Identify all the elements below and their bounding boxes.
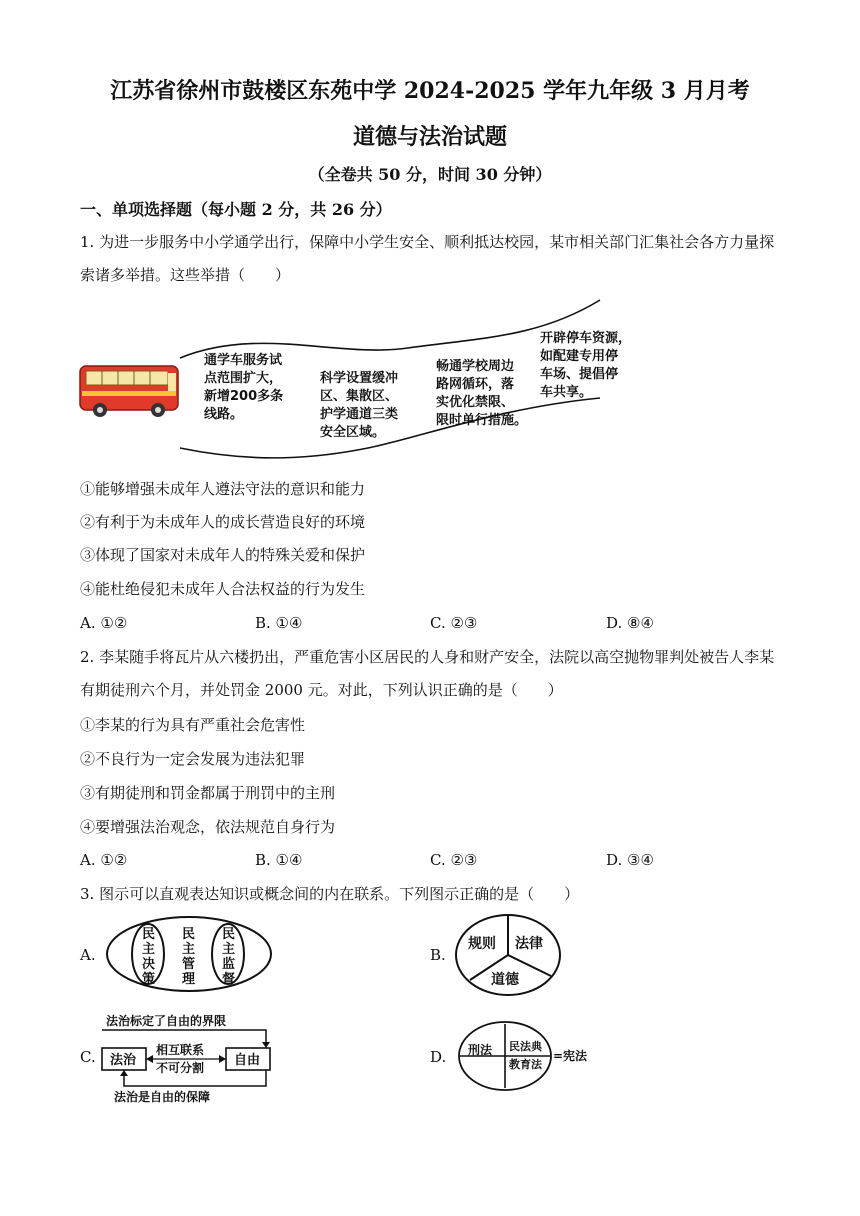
svg-text:法治是自由的保障: 法治是自由的保障 bbox=[114, 1090, 211, 1104]
svg-text:法治: 法治 bbox=[110, 1053, 137, 1068]
svg-text:点范围扩大，: 点范围扩大， bbox=[204, 371, 283, 386]
svg-text:实优化禁限、: 实优化禁限、 bbox=[436, 395, 515, 410]
svg-text:=宪法: =宪法 bbox=[553, 1049, 588, 1063]
q1-item-4: ④能杜绝侵犯未成年人合法权益的行为发生 bbox=[80, 580, 366, 598]
svg-text:主: 主 bbox=[142, 942, 156, 957]
svg-text:民: 民 bbox=[222, 927, 236, 942]
svg-text:线路。: 线路。 bbox=[204, 407, 244, 422]
exam-subtitle: （全卷共 50 分，时间 30 分钟） bbox=[308, 165, 552, 184]
svg-text:策: 策 bbox=[142, 972, 156, 987]
q2-option-b[interactable]: B. ①④ bbox=[255, 851, 303, 869]
q1-figure-text-2 bbox=[319, 370, 398, 440]
q2-item-3: ③有期徒刑和罚金都属于刑罚中的主刑 bbox=[80, 784, 336, 802]
q2-option-d[interactable]: D. ③④ bbox=[606, 851, 654, 869]
q3-figure-b bbox=[453, 912, 563, 998]
q2-option-c[interactable]: C. ②③ bbox=[430, 851, 478, 869]
svg-text:道德: 道德 bbox=[491, 972, 519, 988]
svg-text:车场、提倡停: 车场、提倡停 bbox=[540, 367, 619, 382]
q2-item-2: ②不良行为一定会发展为违法犯罪 bbox=[80, 750, 306, 768]
svg-text:民: 民 bbox=[182, 927, 196, 942]
svg-text:新增200多条: 新增200多条 bbox=[204, 389, 284, 404]
svg-text:决: 决 bbox=[142, 957, 156, 972]
exam-title-line2: 道德与法治试题 bbox=[352, 124, 507, 150]
svg-text:督: 督 bbox=[222, 972, 236, 987]
svg-text:法治标定了自由的界限: 法治标定了自由的界限 bbox=[106, 1014, 227, 1028]
section-heading: 一、单项选择题（每小题 2 分，共 26 分） bbox=[80, 200, 392, 219]
svg-text:路网循环，落: 路网循环，落 bbox=[436, 377, 515, 392]
q1-figure-text-4 bbox=[539, 330, 631, 400]
bus-icon bbox=[80, 366, 178, 417]
svg-text:科学设置缓冲: 科学设置缓冲 bbox=[320, 371, 399, 386]
q1-option-b[interactable]: B. ①④ bbox=[255, 614, 303, 632]
q1-figure bbox=[78, 298, 648, 468]
q1-figure-text-1 bbox=[204, 352, 283, 422]
q2-item-1: ①李某的行为具有严重社会危害性 bbox=[80, 716, 306, 734]
svg-text:车共享。: 车共享。 bbox=[540, 385, 593, 400]
q2-item-4: ④要增强法治观念，依法规范自身行为 bbox=[80, 818, 336, 836]
svg-text:管: 管 bbox=[182, 957, 196, 972]
q3-stem: 3. 图示可以直观表达知识或概念间的内在联系。下列图示正确的是（ ） bbox=[80, 885, 580, 903]
q3-label-a[interactable]: A. bbox=[80, 946, 96, 964]
svg-text:护学通道三类: 护学通道三类 bbox=[320, 407, 399, 422]
q3-label-c[interactable]: C. bbox=[80, 1048, 96, 1066]
svg-text:监: 监 bbox=[222, 957, 236, 972]
q2-stem-line1: 2. 李某随手将瓦片从六楼扔出，严重危害小区居民的人身和财产安全，法院以高空抛物罪判处被告人李某 bbox=[80, 648, 775, 666]
svg-text:相互联系: 相互联系 bbox=[156, 1043, 205, 1057]
svg-text:自由: 自由 bbox=[234, 1053, 261, 1068]
svg-text:规则: 规则 bbox=[468, 936, 496, 952]
svg-text:畅通学校周边: 畅通学校周边 bbox=[436, 359, 515, 374]
q1-option-d[interactable]: D. ⑧④ bbox=[606, 614, 654, 632]
svg-text:理: 理 bbox=[182, 972, 196, 987]
svg-text:开辟停车资源，: 开辟停车资源， bbox=[540, 331, 632, 346]
svg-text:教育法: 教育法 bbox=[509, 1058, 542, 1071]
svg-text:法律: 法律 bbox=[515, 936, 543, 952]
q1-item-3: ③体现了国家对未成年人的特殊关爱和保护 bbox=[80, 546, 366, 564]
q3-label-d[interactable]: D. bbox=[430, 1048, 447, 1066]
q1-option-c[interactable]: C. ②③ bbox=[430, 614, 478, 632]
q2-option-a[interactable]: A. ①② bbox=[80, 851, 128, 869]
svg-text:通学车服务试: 通学车服务试 bbox=[204, 353, 283, 368]
q1-figure-text-3 bbox=[436, 358, 527, 428]
svg-text:主: 主 bbox=[182, 942, 196, 957]
q2-stem-line2: 有期徒刑六个月，并处罚金 2000 元。对此，下列认识正确的是（ ） bbox=[80, 681, 563, 699]
svg-text:主: 主 bbox=[222, 942, 236, 957]
exam-title-line1: 江苏省徐州市鼓楼区东苑中学 2024-2025 学年九年级 3 月月考 bbox=[110, 78, 750, 104]
q3-figure-a bbox=[104, 914, 274, 994]
q1-option-a[interactable]: A. ①② bbox=[80, 614, 128, 632]
svg-text:民法典: 民法典 bbox=[509, 1040, 542, 1053]
q1-stem-line2: 索诸多举措。这些举措（ ） bbox=[80, 266, 291, 284]
q1-item-2: ②有利于为未成年人的成长营造良好的环境 bbox=[80, 513, 366, 531]
svg-text:如配建专用停: 如配建专用停 bbox=[540, 349, 619, 364]
svg-text:民: 民 bbox=[142, 927, 156, 942]
q3-label-b[interactable]: B. bbox=[430, 946, 446, 964]
svg-text:刑法: 刑法 bbox=[468, 1043, 493, 1057]
q3-figure-d bbox=[455, 1016, 595, 1096]
q1-item-1: ①能够增强未成年人遵法守法的意识和能力 bbox=[80, 480, 366, 498]
svg-text:限时单行措施。: 限时单行措施。 bbox=[436, 413, 528, 428]
svg-text:安全区域。: 安全区域。 bbox=[320, 425, 386, 440]
svg-text:区、集散区、: 区、集散区、 bbox=[320, 389, 399, 404]
q3-figure-c bbox=[98, 1012, 278, 1106]
q1-stem-line1: 1. 为进一步服务中小学通学出行，保障中小学生安全、顺利抵达校园，某市相关部门汇集社会各方力量探 bbox=[80, 233, 775, 251]
svg-text:不可分割: 不可分割 bbox=[156, 1061, 205, 1075]
